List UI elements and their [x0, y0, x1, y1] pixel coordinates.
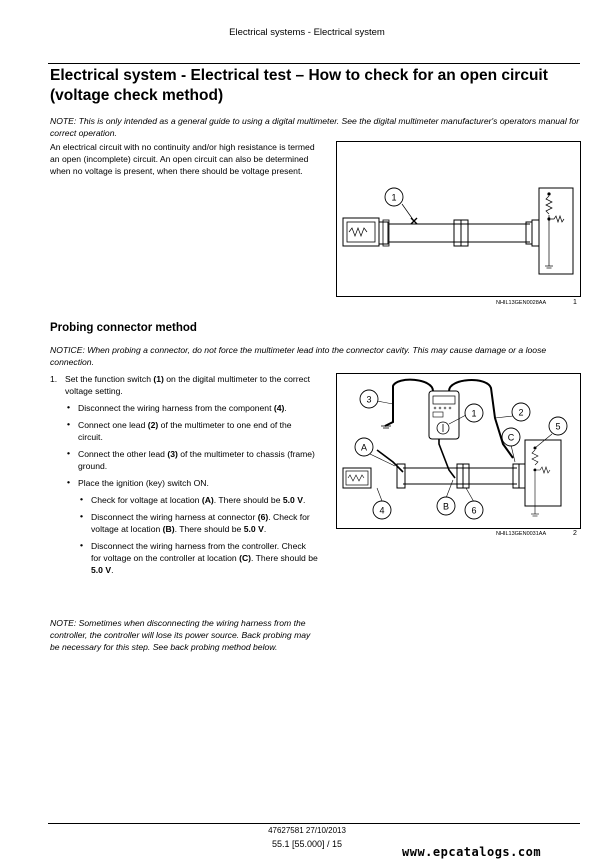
bullet-item — [65, 419, 318, 443]
step-list — [50, 373, 318, 576]
callout-5: 5 — [555, 421, 561, 432]
figure-2 — [336, 373, 581, 529]
subbullet-ref: (C) — [239, 553, 252, 563]
note-back-probing: NOTE: Sometimes when disconnecting the wiring harness from the controller, the controller will lose its power source. Back probing may be necessary for this step. See back probing method below. — [50, 618, 311, 652]
subbullet-text: . There should be — [251, 553, 318, 563]
subbullet-text-end: . — [111, 565, 114, 575]
callout-1: 1 — [471, 408, 477, 419]
step-1-text: Set the function switch — [65, 374, 154, 384]
subbullet-text: . Check for voltage at location — [91, 512, 310, 534]
bullet-dot: • — [80, 511, 84, 521]
footer-doc-date: 47627581 27/10/2013 — [268, 826, 346, 835]
step-1-ref: (1) — [153, 374, 164, 384]
bullet-dot: • — [67, 419, 71, 429]
watermark-link[interactable]: www.epcatalogs.com — [402, 845, 542, 859]
callout-B: B — [442, 501, 450, 512]
notice-probing: NOTICE: When probing a connector, do not force the multimeter lead into the connector cavity. This may cause damage or a loose connection. — [50, 345, 547, 367]
step-1-text-end: on the digital multimeter to the correct voltage setting. — [65, 374, 311, 396]
bullet-dot: • — [67, 402, 71, 412]
callout-2: 2 — [518, 407, 524, 418]
page-title: Electrical system - Electrical test – How to check for an open circuit (voltage check method) — [50, 67, 548, 104]
subbullet-item — [78, 511, 318, 535]
subbullet-ref: (6) — [257, 512, 269, 522]
subbullet-voltage: 5.0 V — [91, 565, 112, 575]
bullet-item — [65, 477, 318, 489]
figure-2-diagram — [337, 374, 580, 528]
subbullet-item — [78, 540, 318, 576]
callout-6: 6 — [471, 505, 477, 516]
figure-2-number: 2 — [573, 530, 577, 537]
step-number: 1. — [50, 374, 58, 384]
page-header: Electrical systems - Electrical system — [229, 27, 385, 38]
bullet-text: Connect one lead — [78, 420, 148, 430]
bullet-text: Place the ignition (key) switch ON. — [78, 478, 209, 488]
bullet-text: Disconnect the wiring harness from the component — [78, 403, 274, 413]
bullet-dot: • — [80, 494, 84, 504]
bullet-dot: • — [67, 477, 71, 487]
bullet-item — [65, 402, 318, 414]
subbullet-text-end: . — [263, 524, 267, 534]
figure-1 — [336, 141, 581, 297]
footer-page: 55.1 [55.000] / 15 — [271, 839, 343, 849]
header-rule — [48, 63, 580, 64]
callout-3: 3 — [366, 394, 372, 405]
subbullet-text: Check for voltage at location — [91, 495, 202, 505]
bullet-ref: (2) — [147, 420, 159, 430]
bullet-ref: (4) — [273, 403, 285, 413]
figure-1-callout-1: 1 — [391, 192, 397, 203]
step-1 — [50, 373, 318, 397]
subbullet-text: Disconnect the wiring harness at connector — [91, 512, 258, 522]
callout-C: C — [507, 432, 515, 443]
subbullet-text-end: . — [302, 495, 306, 505]
subbullet-text: . There should be — [213, 495, 283, 505]
figure-2-code: NHIL13GEN0031AA — [496, 531, 547, 537]
callout-A: A — [360, 442, 368, 453]
subbullet-item — [78, 494, 318, 506]
figure-1-diagram — [337, 142, 580, 296]
subbullet-text: Disconnect the wiring harness from the controller. Check for voltage on the controller at location — [91, 541, 306, 563]
callout-4: 4 — [379, 505, 385, 516]
subbullet-voltage: 5.0 V — [282, 495, 303, 505]
note-general-guide: NOTE: This is only intended as a general guide to using a digital multimeter. See the digital multimeter manufacturer's operators manual for correct operation. — [50, 116, 580, 138]
bullet-text: Connect the other lead — [78, 449, 168, 459]
intro-paragraph: An electrical circuit with no continuity and/or high resistance is termed an open (incomplete) circuit. An open circuit can also be determined when no voltage is present, when there should be voltage present. — [50, 142, 315, 176]
footer-rule — [48, 823, 580, 824]
subbullet-text: . There should be — [174, 524, 244, 534]
bullet-dot: • — [80, 540, 84, 550]
bullet-item — [65, 448, 318, 472]
subbullet-voltage: 5.0 V — [243, 524, 264, 534]
figure-1-number: 1 — [573, 299, 577, 306]
subbullet-ref: (A) — [201, 495, 214, 505]
section-heading: Probing connector method — [50, 322, 197, 334]
bullet-text-end: of the multimeter to chassis (frame) ground. — [78, 449, 315, 471]
bullet-dot: • — [67, 448, 71, 458]
bullet-text-end: of the multimeter to one end of the circuit. — [78, 420, 292, 442]
bullet-text-end: . — [284, 403, 287, 413]
bullet-ref: (3) — [167, 449, 178, 459]
subbullet-ref: (B) — [162, 524, 175, 534]
figure-1-code: NHIL13GEN0028AA — [496, 300, 547, 306]
